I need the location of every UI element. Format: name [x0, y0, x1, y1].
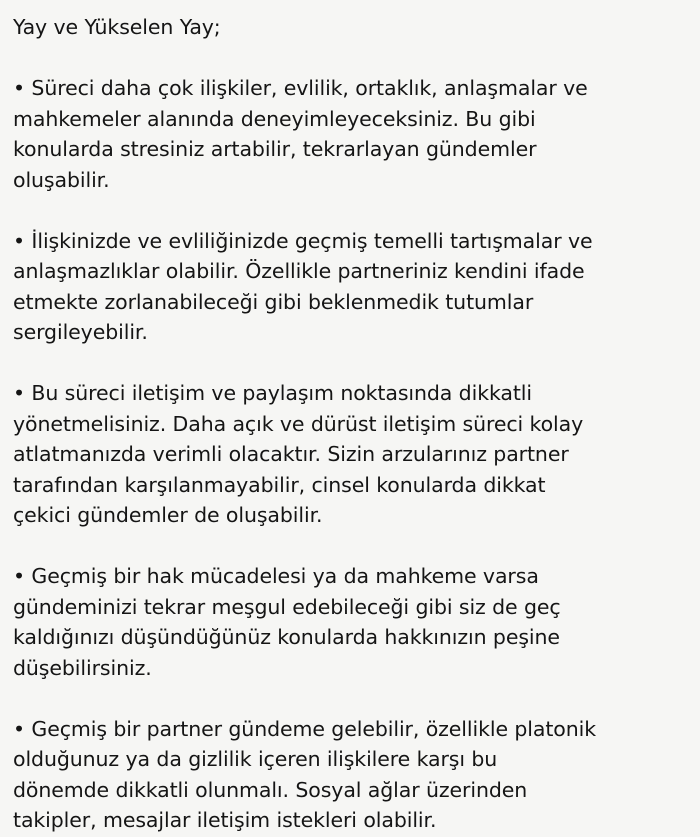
paragraph-line: atlatmanızda verimli olacaktır. Sizin arzularınız partner — [13, 442, 569, 466]
paragraph-line: anlaşmazlıklar olabilir. Özellikle partneriniz kendini ifade — [13, 259, 585, 283]
paragraph-5 — [13, 714, 686, 836]
paragraph-line: gündeminizi tekrar meşgul edebileceği gibi siz de geç — [13, 594, 561, 619]
paragraph-line: mahkemeler alanında deneyimleyeceksiniz. Bu gibi — [13, 106, 536, 131]
paragraph-line: dönemde dikkatli olunmalı. Sosyal ağlar üzerinden — [13, 777, 528, 802]
paragraph-line: yönetmelisiniz. Daha açık ve dürüst iletişim süreci kolay — [13, 411, 584, 436]
paragraph-line: • Geçmiş bir partner gündeme gelebilir, özellikle platonik — [13, 716, 597, 741]
paragraph-line: konularda stresiniz artabilir, tekrarlayan gündemler — [13, 137, 537, 161]
paragraph-line: • Geçmiş bir hak mücadelesi ya da mahkeme varsa — [13, 564, 539, 588]
paragraph-line: olduğunuz ya da gizlilik içeren ilişkilere karşı bu — [13, 747, 498, 771]
paragraph-line: oluşabilir. — [13, 167, 110, 192]
page-title: Yay ve Yükselen Yay; — [13, 15, 221, 39]
paragraph-3 — [13, 378, 686, 531]
paragraph-line: tarafından karşılanmayabilir, cinsel konularda dikkat — [13, 472, 546, 497]
paragraph-line: sergileyebilir. — [13, 320, 148, 344]
paragraph-line: takipler, mesajlar iletişim istekleri olabilir. — [13, 808, 437, 832]
paragraph-2 — [13, 226, 686, 348]
paragraph-line: kaldığınızı düşündüğünüz konularda hakkınızın peşine — [13, 625, 560, 649]
paragraph-line: çekici gündemler de oluşabilir. — [13, 503, 323, 527]
paragraph-1 — [13, 73, 686, 195]
paragraph-line: • Bu süreci iletişim ve paylaşım noktasında dikkatli — [13, 381, 532, 405]
paragraph-line: • Süreci daha çok ilişkiler, evlilik, ortaklık, anlaşmalar ve — [13, 76, 588, 100]
paragraph-line: etmekte zorlanabileceği gibi beklenmedik tutumlar — [13, 289, 534, 314]
paragraph-line: düşebilirsiniz. — [13, 655, 152, 680]
paragraph-line: • İlişkinizde ve evliliğinizde geçmiş temelli tartışmalar ve — [13, 228, 593, 253]
paragraph-4 — [13, 561, 686, 683]
